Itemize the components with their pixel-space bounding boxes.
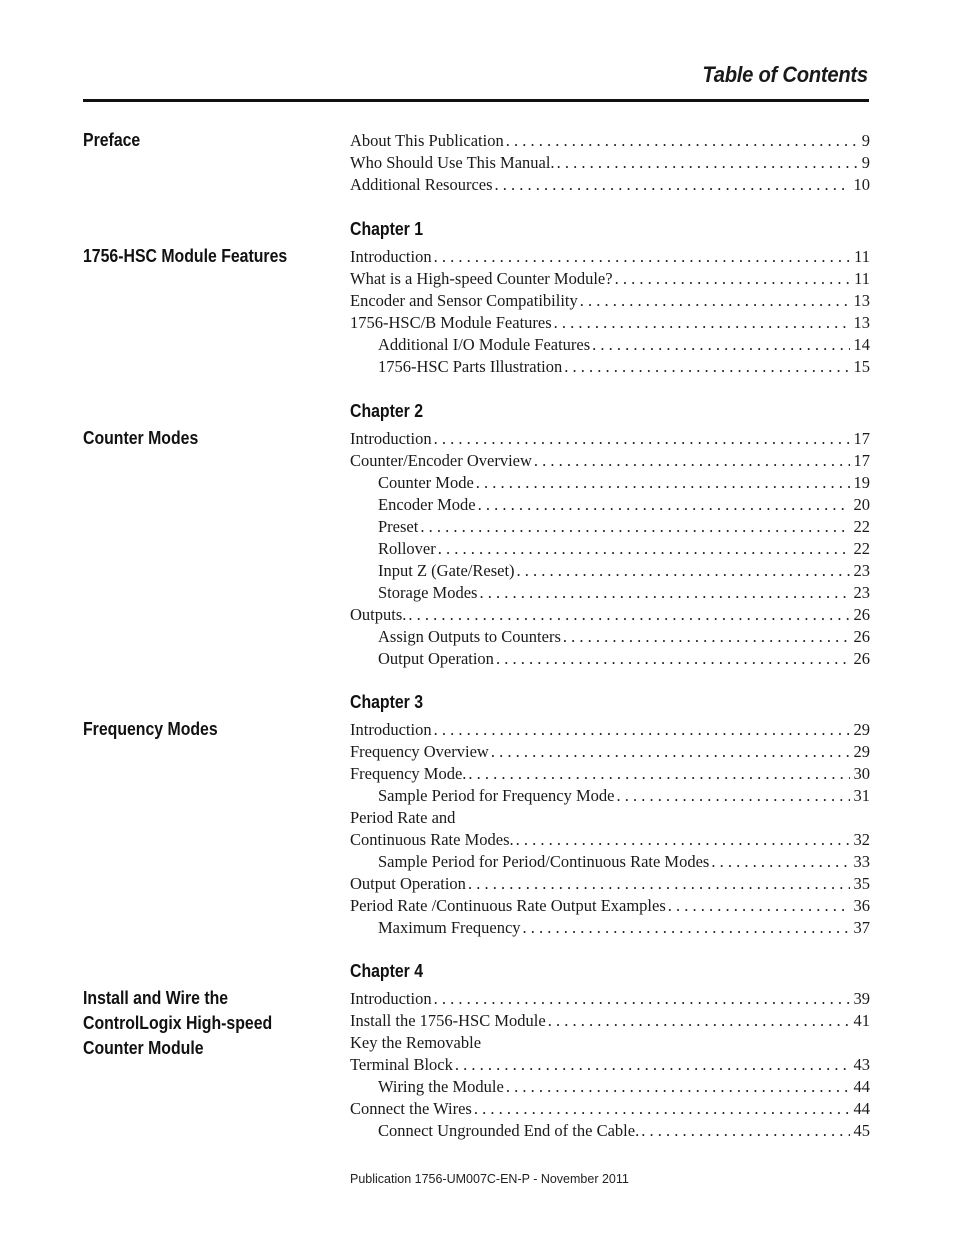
toc-entry-title: About This Publication bbox=[350, 131, 504, 150]
dot-leader bbox=[491, 741, 850, 763]
toc-entry-title: 1756-HSC/B Module Features bbox=[350, 313, 552, 332]
toc-entry[interactable] bbox=[350, 719, 870, 741]
dot-leader bbox=[420, 516, 849, 538]
toc-entry-page-number: 13 bbox=[853, 313, 870, 332]
toc-entry[interactable] bbox=[350, 560, 870, 582]
dot-leader bbox=[455, 1054, 850, 1076]
toc-entry[interactable] bbox=[350, 1098, 870, 1120]
toc-entry-list-chapter-4 bbox=[350, 988, 870, 1142]
toc-entry-page-number: 11 bbox=[854, 269, 870, 288]
toc-entry-page-number: 32 bbox=[853, 830, 870, 849]
dot-leader bbox=[641, 1120, 849, 1142]
dot-leader bbox=[563, 626, 850, 648]
toc-entry-page-number: 20 bbox=[853, 495, 870, 514]
toc-entry[interactable] bbox=[350, 1032, 870, 1054]
toc-entry-page-number: 37 bbox=[853, 918, 870, 937]
toc-entry-title: Introduction bbox=[350, 247, 432, 266]
toc-entry[interactable] bbox=[350, 1076, 870, 1098]
dot-leader bbox=[408, 604, 849, 626]
toc-entry-page-number: 26 bbox=[853, 649, 870, 668]
toc-entry-list-chapter-2 bbox=[350, 428, 870, 670]
toc-entry[interactable] bbox=[350, 851, 870, 873]
toc-entry-title: Terminal Block bbox=[350, 1055, 453, 1074]
dot-leader bbox=[438, 538, 850, 560]
toc-entry-page-number: 36 bbox=[853, 896, 870, 915]
toc-entry[interactable] bbox=[350, 895, 870, 917]
toc-entry-title: Output Operation bbox=[350, 874, 466, 893]
dot-leader bbox=[434, 988, 850, 1010]
toc-entry-title: Outputs. bbox=[350, 605, 407, 624]
toc-entry[interactable] bbox=[350, 356, 870, 378]
toc-entry-page-number: 17 bbox=[853, 451, 870, 470]
dot-leader bbox=[616, 785, 849, 807]
toc-entry[interactable] bbox=[350, 1120, 870, 1142]
toc-entry-page-number: 33 bbox=[853, 852, 870, 871]
dot-leader bbox=[554, 312, 850, 334]
toc-entry-title: Encoder Mode bbox=[378, 495, 476, 514]
toc-entry-list-chapter-3 bbox=[350, 719, 870, 939]
toc-entry-page-number: 23 bbox=[853, 561, 870, 580]
toc-entry-title: Who Should Use This Manual. bbox=[350, 153, 555, 172]
dot-leader bbox=[523, 917, 850, 939]
toc-entry[interactable] bbox=[350, 268, 870, 290]
toc-entry-title: Preset bbox=[378, 517, 419, 536]
toc-entry-page-number: 44 bbox=[853, 1077, 870, 1096]
toc-entry-title: Additional Resources bbox=[350, 175, 493, 194]
toc-entry-title: Encoder and Sensor Compatibility bbox=[350, 291, 578, 310]
toc-entry-list-chapter-1 bbox=[350, 246, 870, 378]
toc-entry-page-number: 41 bbox=[853, 1011, 870, 1030]
dot-leader bbox=[496, 648, 850, 670]
toc-entry[interactable] bbox=[350, 873, 870, 895]
toc-entry-title: Period Rate /Continuous Rate Output Examples bbox=[350, 896, 666, 915]
dot-leader bbox=[668, 895, 850, 917]
section-heading-chapter-3: Frequency Modes bbox=[83, 719, 218, 739]
toc-entry[interactable] bbox=[350, 763, 870, 785]
toc-entry-page-number: 9 bbox=[861, 153, 870, 172]
dot-leader bbox=[615, 268, 851, 290]
toc-entry-title: Sample Period for Frequency Mode bbox=[378, 786, 615, 805]
toc-entry[interactable] bbox=[350, 152, 870, 174]
toc-entry-page-number: 10 bbox=[853, 175, 870, 194]
dot-leader bbox=[516, 829, 850, 851]
toc-entry[interactable] bbox=[350, 516, 870, 538]
toc-entry-title: Rollover bbox=[378, 539, 436, 558]
toc-entry-page-number: 19 bbox=[853, 473, 870, 492]
toc-entry-page-number: 26 bbox=[853, 627, 870, 646]
toc-entry-title: Wiring the Module bbox=[378, 1077, 504, 1096]
toc-entry-page-number: 22 bbox=[853, 539, 870, 558]
toc-entry-page-number: 23 bbox=[853, 583, 870, 602]
dot-leader bbox=[495, 174, 850, 196]
dot-leader bbox=[517, 560, 850, 582]
dot-leader bbox=[468, 873, 850, 895]
toc-entry[interactable] bbox=[350, 1010, 870, 1032]
toc-entry[interactable] bbox=[350, 472, 870, 494]
chapter-label-4: Chapter 4 bbox=[350, 961, 424, 981]
dot-leader bbox=[434, 246, 851, 268]
toc-entry[interactable] bbox=[350, 785, 870, 807]
toc-entry[interactable] bbox=[350, 648, 870, 670]
toc-entry[interactable] bbox=[350, 829, 870, 851]
section-heading-chapter-4: Install and Wire the ControlLogix High-speed Counter Module bbox=[83, 988, 273, 1058]
toc-entry[interactable] bbox=[350, 450, 870, 472]
dot-leader bbox=[548, 1010, 850, 1032]
dot-leader bbox=[506, 1076, 850, 1098]
toc-entry-page-number: 35 bbox=[853, 874, 870, 893]
toc-entry-title: Introduction bbox=[350, 429, 432, 448]
toc-entry-list-preface bbox=[350, 130, 870, 196]
toc-entry[interactable] bbox=[350, 1054, 870, 1076]
section-heading-chapter-2: Counter Modes bbox=[83, 428, 199, 448]
toc-entry-page-number: 26 bbox=[853, 605, 870, 624]
dot-leader bbox=[592, 334, 849, 356]
chapter-label-2: Chapter 2 bbox=[350, 401, 424, 421]
section-heading-chapter-1: 1756-HSC Module Features bbox=[83, 246, 288, 266]
toc-entry-page-number: 13 bbox=[853, 291, 870, 310]
toc-entry[interactable] bbox=[350, 312, 870, 334]
toc-entry-page-number: 39 bbox=[853, 989, 870, 1008]
toc-entry-title: Introduction bbox=[350, 720, 432, 739]
dot-leader bbox=[564, 356, 849, 378]
toc-entry[interactable] bbox=[350, 988, 870, 1010]
dot-leader bbox=[478, 494, 850, 516]
toc-entry-title: Storage Modes bbox=[378, 583, 478, 602]
dot-leader bbox=[534, 450, 850, 472]
toc-entry-title: Counter Mode bbox=[378, 473, 474, 492]
toc-entry-title: Continuous Rate Modes. bbox=[350, 830, 514, 849]
toc-entry-title: Input Z (Gate/Reset) bbox=[378, 561, 515, 580]
chapter-label-3: Chapter 3 bbox=[350, 692, 424, 712]
toc-entry[interactable] bbox=[350, 290, 870, 312]
dot-leader bbox=[474, 1098, 850, 1120]
title-divider bbox=[83, 99, 869, 102]
toc-entry[interactable] bbox=[350, 604, 870, 626]
toc-entry-title: Key the Removable bbox=[350, 1033, 482, 1052]
toc-entry[interactable] bbox=[350, 741, 870, 763]
toc-entry-title: Connect the Wires bbox=[350, 1099, 472, 1118]
toc-entry-title: Frequency Mode. bbox=[350, 764, 467, 783]
toc-entry-title: Counter/Encoder Overview bbox=[350, 451, 532, 470]
dot-leader bbox=[476, 472, 850, 494]
toc-entry[interactable] bbox=[350, 246, 870, 268]
chapter-label-1: Chapter 1 bbox=[350, 219, 424, 239]
toc-entry-title: Maximum Frequency bbox=[378, 918, 521, 937]
toc-entry[interactable] bbox=[350, 807, 870, 829]
toc-entry[interactable] bbox=[350, 334, 870, 356]
toc-entry-page-number: 43 bbox=[853, 1055, 870, 1074]
toc-entry-page-number: 9 bbox=[861, 131, 870, 150]
toc-entry-title: What is a High-speed Counter Module? bbox=[350, 269, 613, 288]
toc-entry-page-number: 15 bbox=[853, 357, 870, 376]
toc-entry-page-number: 22 bbox=[853, 517, 870, 536]
toc-entry-page-number: 29 bbox=[853, 720, 870, 739]
page-title: Table of Contents bbox=[702, 62, 868, 87]
dot-leader bbox=[580, 290, 850, 312]
dot-leader bbox=[711, 851, 849, 873]
toc-entry-title: Period Rate and bbox=[350, 808, 456, 827]
toc-entry[interactable] bbox=[350, 917, 870, 939]
toc-entry-title: Sample Period for Period/Continuous Rate Modes bbox=[378, 852, 710, 871]
toc-entry[interactable] bbox=[350, 626, 870, 648]
dot-leader bbox=[479, 582, 849, 604]
toc-entry-page-number: 11 bbox=[854, 247, 870, 266]
toc-entry[interactable] bbox=[350, 130, 870, 152]
toc-entry-title: 1756-HSC Parts Illustration bbox=[378, 357, 563, 376]
dot-leader bbox=[434, 428, 850, 450]
dot-leader bbox=[506, 130, 858, 152]
toc-entry-title: Additional I/O Module Features bbox=[378, 335, 591, 354]
toc-entry-page-number: 31 bbox=[853, 786, 870, 805]
toc-entry-page-number: 45 bbox=[853, 1121, 870, 1140]
toc-entry-page-number: 30 bbox=[853, 764, 870, 783]
publication-footer: Publication 1756-UM007C-EN-P - November 2011 bbox=[350, 1172, 629, 1186]
toc-entry-page-number: 17 bbox=[853, 429, 870, 448]
toc-entry-title: Install the 1756-HSC Module bbox=[350, 1011, 546, 1030]
toc-entry[interactable] bbox=[350, 428, 870, 450]
toc-entry[interactable] bbox=[350, 174, 870, 196]
toc-entry-title: Frequency Overview bbox=[350, 742, 489, 761]
toc-entry[interactable] bbox=[350, 494, 870, 516]
toc-entry[interactable] bbox=[350, 538, 870, 560]
toc-entry-page-number: 14 bbox=[853, 335, 870, 354]
toc-entry-title: Assign Outputs to Counters bbox=[378, 627, 561, 646]
toc-entry-page-number: 29 bbox=[853, 742, 870, 761]
toc-entry-page-number: 44 bbox=[853, 1099, 870, 1118]
toc-entry[interactable] bbox=[350, 582, 870, 604]
toc-entry-title: Connect Ungrounded End of the Cable. bbox=[378, 1121, 640, 1140]
dot-leader bbox=[557, 152, 858, 174]
toc-entry-title: Introduction bbox=[350, 989, 432, 1008]
dot-leader bbox=[434, 719, 850, 741]
dot-leader bbox=[468, 763, 849, 785]
section-heading-preface: Preface bbox=[83, 130, 141, 150]
toc-entry-title: Output Operation bbox=[378, 649, 494, 668]
